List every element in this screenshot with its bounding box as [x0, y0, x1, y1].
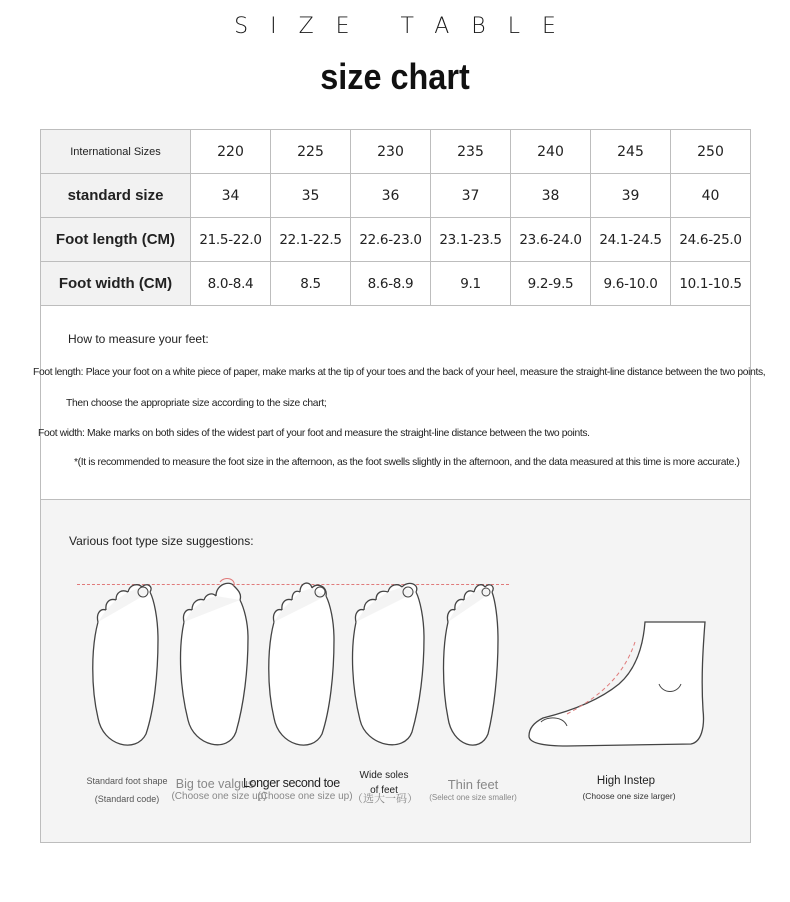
foot-type-advice: (Choose one size up) — [171, 791, 267, 802]
foot-type-advice: (Select one size smaller) — [429, 793, 517, 802]
table-cell: 22.1-22.5 — [271, 218, 351, 262]
measure-note: *(It is recommended to measure the foot size in the afternoon, as the foot swells slightly in the afternoon, and the data measured at this time is more accurate.) — [74, 457, 740, 468]
wide-sole-foot-icon — [350, 578, 428, 756]
table-row-foot-length — [41, 218, 751, 262]
table-cell: 9.1 — [431, 262, 511, 306]
foot-type-panel — [40, 499, 751, 843]
thin-foot-icon — [438, 578, 504, 756]
foot-length-instruction: Foot length: Place your foot on a white piece of paper, make marks at the tip of your toes and the back of your heel, measure the straight-line distance between the two points, — [33, 367, 766, 378]
table-row-international — [41, 130, 751, 174]
table-cell: 230 — [351, 130, 431, 174]
table-cell: 22.6-23.0 — [351, 218, 431, 262]
foot-type-advice: (Standard code) — [94, 794, 160, 804]
standard-foot-icon — [88, 578, 162, 756]
page-title: size chart — [320, 56, 470, 97]
table-cell: 225 — [271, 130, 351, 174]
longer-second-toe-foot-icon — [264, 578, 338, 756]
table-cell: 24.6-25.0 — [671, 218, 751, 262]
measure-instructions — [33, 306, 766, 500]
table-cell: 9.2-9.5 — [511, 262, 591, 306]
table-cell: 23.6-24.0 — [511, 218, 591, 262]
foot-type-advice: (Choose one size larger) — [582, 791, 676, 801]
foot-type-name: Wide soles of feet — [359, 770, 409, 796]
table-row-foot-width — [41, 262, 751, 306]
table-cell: 23.1-23.5 — [431, 218, 511, 262]
table-cell: 21.5-22.0 — [191, 218, 271, 262]
foot-type-advice: （选大一码） — [352, 793, 418, 805]
high-instep-foot-icon — [527, 618, 709, 748]
measure-title: How to measure your feet: — [68, 332, 209, 346]
foot-length-instruction-cont: Then choose the appropriate size according to the size chart; — [66, 398, 327, 409]
foot-type-title: Various foot type size suggestions: — [69, 534, 254, 548]
table-cell: 250 — [671, 130, 751, 174]
foot-width-instruction: Foot width: Make marks on both sides of the widest part of your foot and measure the straight-line distance between the two points. — [38, 428, 590, 439]
foot-type-name: Thin feet — [447, 777, 499, 792]
table-cell: 10.1-10.5 — [671, 262, 751, 306]
table-cell: 36 — [351, 174, 431, 218]
table-cell: 34 — [191, 174, 271, 218]
foot-type-advice: (Choose one size up) — [257, 791, 353, 802]
table-row-standard — [41, 174, 751, 218]
table-cell: 245 — [591, 130, 671, 174]
table-cell: 8.0-8.4 — [191, 262, 271, 306]
table-cell: 35 — [271, 174, 351, 218]
table-cell: 37 — [431, 174, 511, 218]
table-cell: 240 — [511, 130, 591, 174]
size-table — [40, 129, 751, 306]
foot-type-name: High Instep — [596, 775, 656, 787]
table-cell: 235 — [431, 130, 511, 174]
table-cell: 39 — [591, 174, 671, 218]
foot-type-name: Big toe valgus — [175, 777, 255, 791]
foot-type-name: Standard foot shape — [86, 776, 168, 786]
row-label: International Sizes — [41, 130, 191, 174]
table-cell: 8.6-8.9 — [351, 262, 431, 306]
table-cell: 40 — [671, 174, 751, 218]
foot-type-name: Longer second toe — [243, 776, 340, 790]
size-table-banner: SIZE TABLE — [234, 14, 578, 39]
table-cell: 38 — [511, 174, 591, 218]
table-cell: 24.1-24.5 — [591, 218, 671, 262]
table-cell: 9.6-10.0 — [591, 262, 671, 306]
row-label: Foot width (CM) — [41, 262, 191, 306]
table-cell: 8.5 — [271, 262, 351, 306]
row-label: Foot length (CM) — [41, 218, 191, 262]
big-toe-valgus-foot-icon — [176, 578, 252, 756]
row-label: standard size — [41, 174, 191, 218]
table-cell: 220 — [191, 130, 271, 174]
